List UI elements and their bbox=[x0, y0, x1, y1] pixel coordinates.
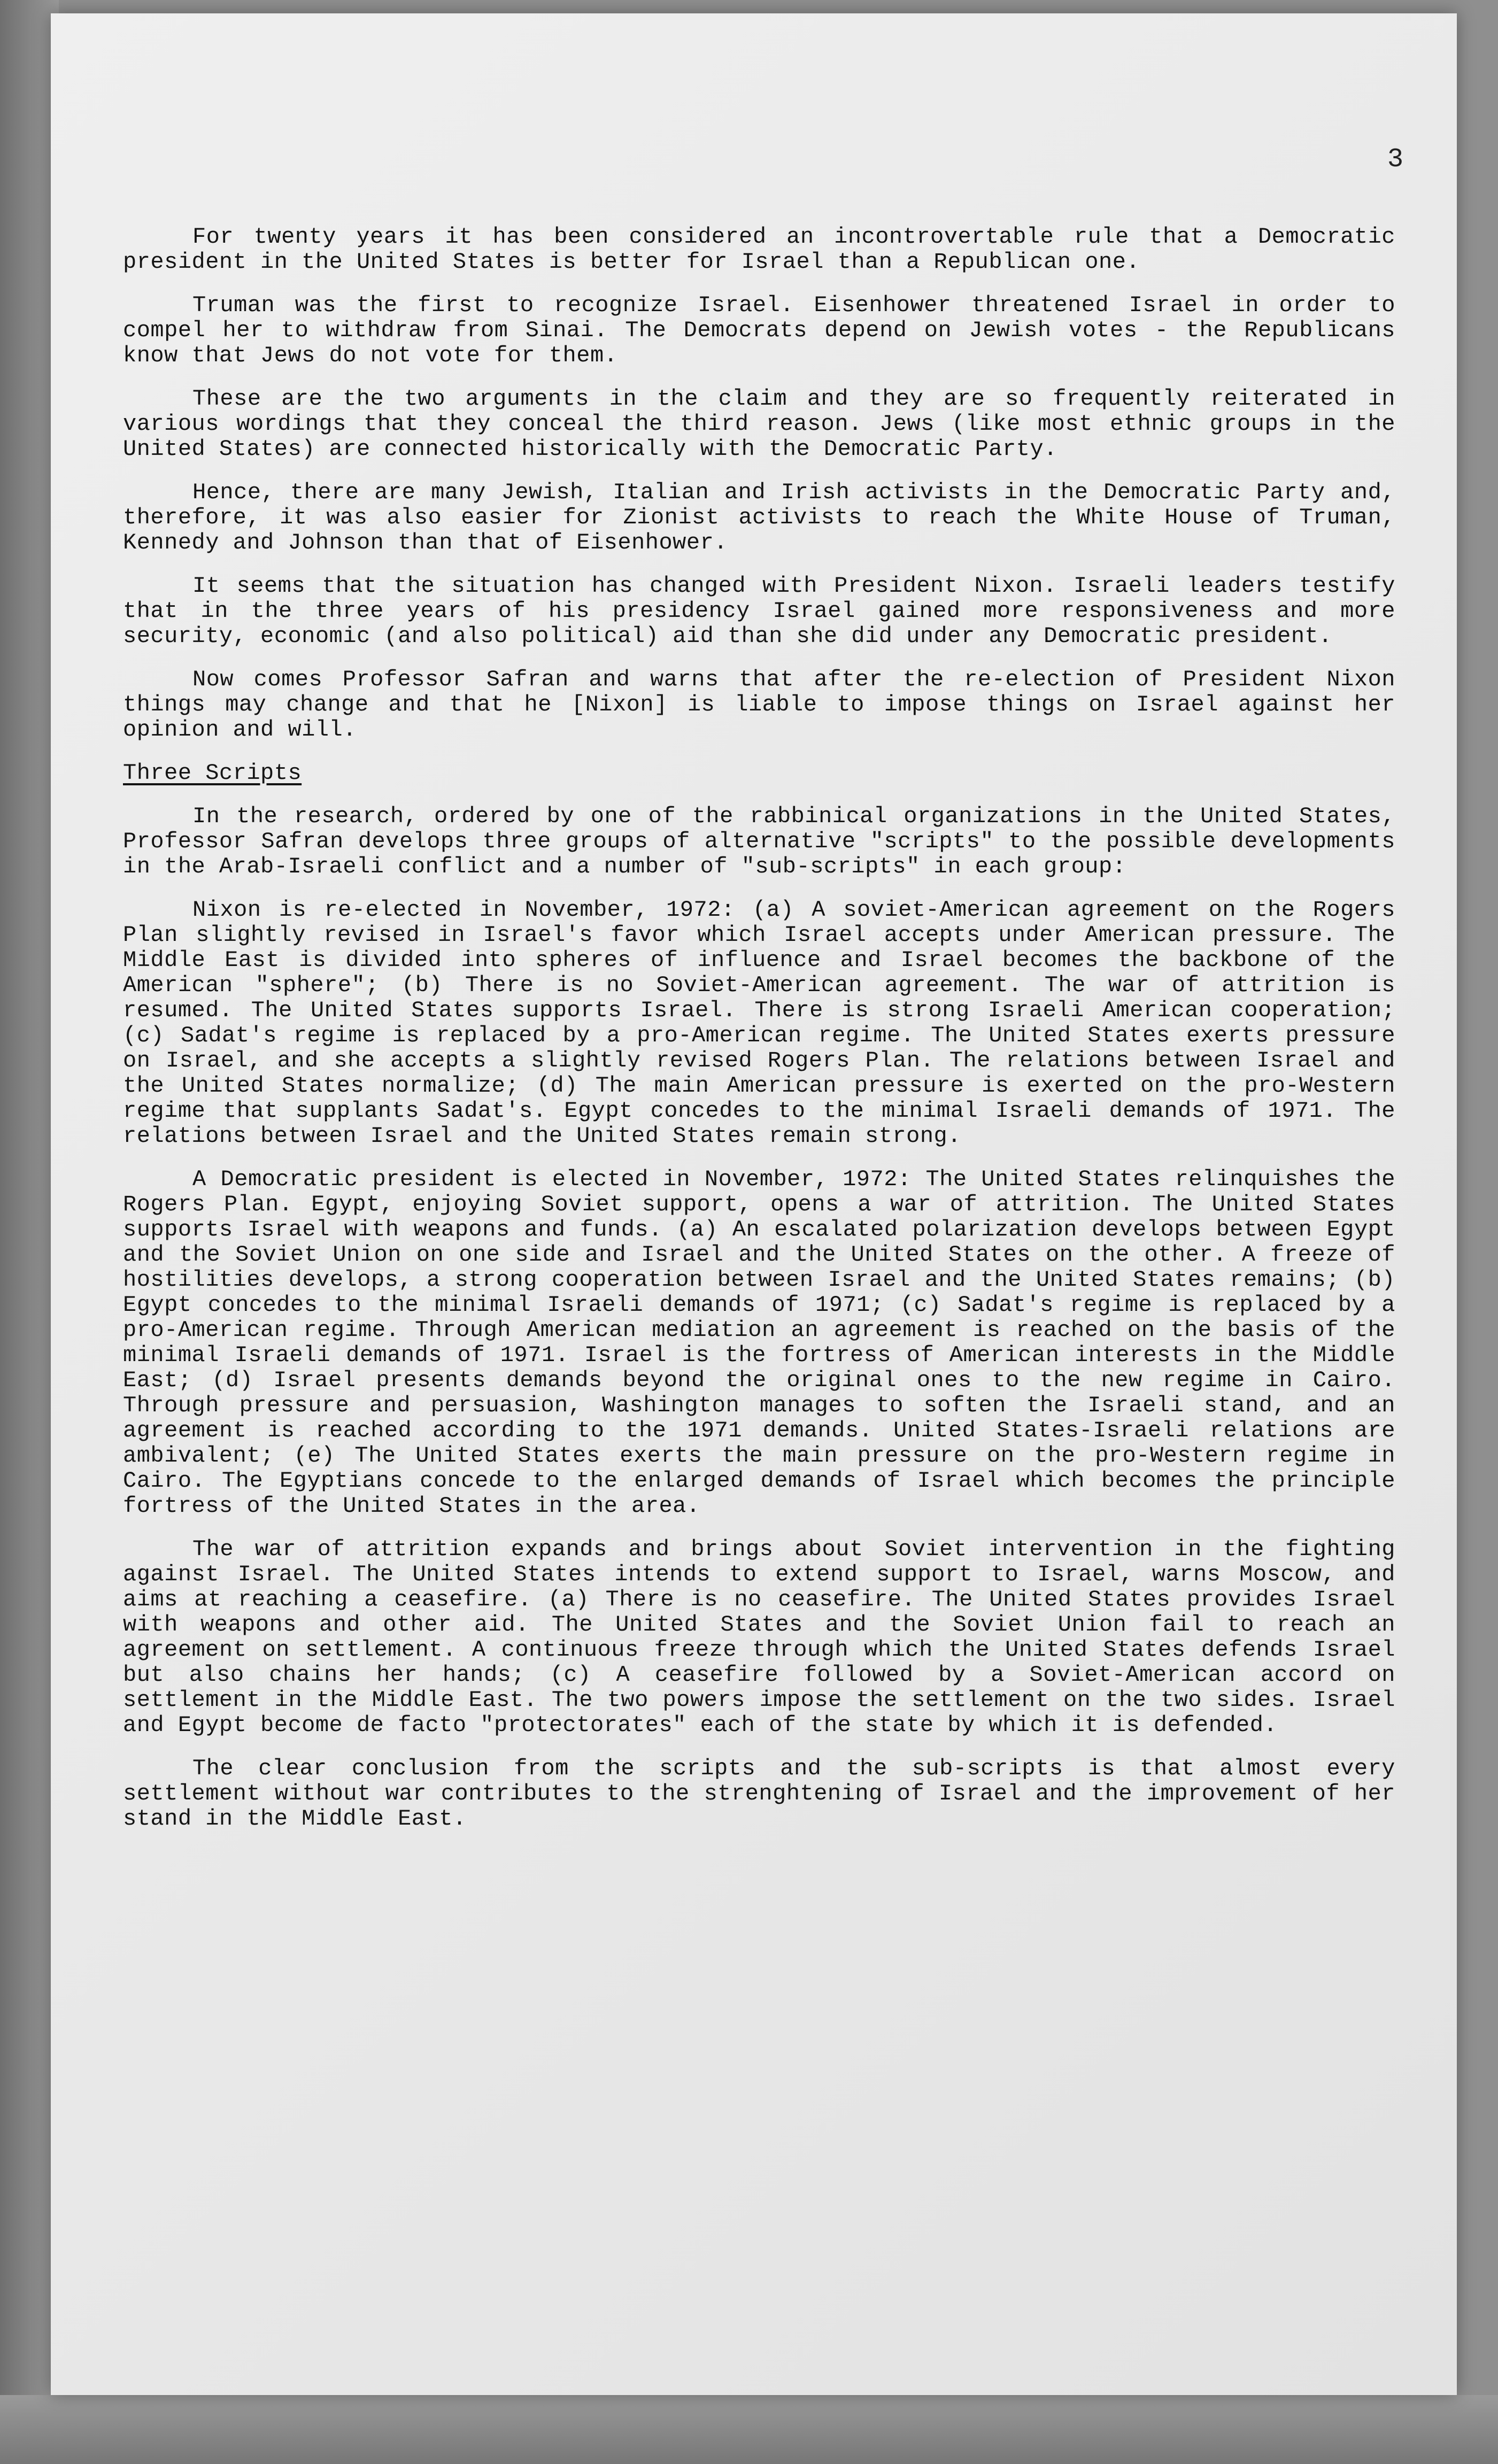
paragraph: For twenty years it has been considered an incontrovertable rule that a Democratic president in the United States is better for Israel than a Republican one. bbox=[123, 224, 1395, 275]
paragraph: It seems that the situation has changed with President Nixon. Israeli leaders testify that in the three years of his presidency Israel gained more responsiveness and more security, economic (and also political) aid than she did under any Democratic president. bbox=[123, 573, 1395, 649]
paragraph: These are the two arguments in the claim and they are so frequently reiterated in various wordings that they conceal the third reason. Jews (like most ethnic groups in the United States) are connected historically with the Democratic Party. bbox=[123, 386, 1395, 462]
paragraph: Hence, there are many Jewish, Italian and Irish activists in the Democratic Party and, therefore, it was also easier for Zionist activists to reach the White House of Truman, Kennedy and Johnson than that of Eisenhower. bbox=[123, 480, 1395, 555]
paragraph: The clear conclusion from the scripts and the sub-scripts is that almost every settlement without war contributes to the strenghtening of Israel and the improvement of her stand in the Middle East. bbox=[123, 1756, 1395, 1832]
scanner-shadow-bottom bbox=[0, 2395, 1498, 2464]
paragraph: Truman was the first to recognize Israel. Eisenhower threatened Israel in order to compel her to withdraw from Sinai. The Democrats depend on Jewish votes - the Republicans know that Jews do not vote for them. bbox=[123, 292, 1395, 368]
paragraph: The war of attrition expands and brings about Soviet intervention in the fighting against Israel. The United States intends to extend support to Israel, warns Moscow, and aims at reaching a ceasefire. (a) There is no ceasefire. The United States provides Israel with weapons and other aid. The United States and the Soviet Union fail to reach an agreement on settlement. A continuous freeze through which the United States defends Israel but also chains her hands; (c) A ceasefire followed by a Soviet-American accord on settlement in the Middle East. The two powers impose the settlement on the two sides. Israel and Egypt become de facto "protectorates" each of the state by which it is defended. bbox=[123, 1536, 1395, 1738]
paragraph: Nixon is re-elected in November, 1972: (a) A soviet-American agreement on the Rogers Plan slightly revised in Israel's favor which Israel accepts under American pressure. The Middle East is divided into spheres of influence and Israel becomes the backbone of the American "sphere"; (b) There is no Soviet-American agreement. The war of attrition is resumed. The United States supports Israel. There is strong Israeli American cooperation; (c) Sadat's regime is replaced by a pro-American regime. The United States exerts pressure on Israel, and she accepts a slightly revised Rogers Plan. The relations between Israel and the United States normalize; (d) The main American pressure is exerted on the pro-Western regime that supplants Sadat's. Egypt concedes to the minimal Israeli demands of 1971. The relations between Israel and the United States remain strong. bbox=[123, 897, 1395, 1149]
paragraph: Now comes Professor Safran and warns that after the re-election of President Nixon things may change and that he [Nixon] is liable to impose things on Israel against her opinion and will. bbox=[123, 667, 1395, 743]
page-body bbox=[123, 225, 1395, 1850]
document-page bbox=[51, 13, 1457, 2395]
section-heading: Three Scripts bbox=[123, 760, 302, 786]
paragraph: In the research, ordered by one of the rabbinical organizations in the United States, Professor Safran develops three groups of alternative "scripts" to the possible developments in the Arab-Israeli conflict and a number of "sub-scripts" in each group: bbox=[123, 804, 1395, 879]
page-number: 3 bbox=[1387, 144, 1403, 175]
paragraph: A Democratic president is elected in November, 1972: The United States relinquishes the Rogers Plan. Egypt, enjoying Soviet support, opens a war of attrition. The United States supports Israel with weapons and funds. (a) An escalated polarization develops between Egypt and the Soviet Union on one side and Israel and the United States on the other. A freeze of hostilities develops, a strong cooperation between Israel and the United States remains; (b) Egypt concedes to the minimal Israeli demands of 1971; (c) Sadat's regime is replaced by a pro-American regime. Through American mediation an agreement is reached on the basis of the minimal Israeli demands of 1971. Israel is the fortress of American interests in the Middle East; (d) Israel presents demands beyond the original ones to the new regime in Cairo. Through pressure and persuasion, Washington manages to soften the Israeli stand, and an agreement is reached according to the 1971 demands. United States-Israeli relations are ambivalent; (e) The United States exerts the main pressure on the pro-Western regime in Cairo. The Egyptians concede to the enlarged demands of Israel which becomes the principle fortress of the United States in the area. bbox=[123, 1167, 1395, 1519]
scanner-shadow-left bbox=[0, 0, 59, 2464]
